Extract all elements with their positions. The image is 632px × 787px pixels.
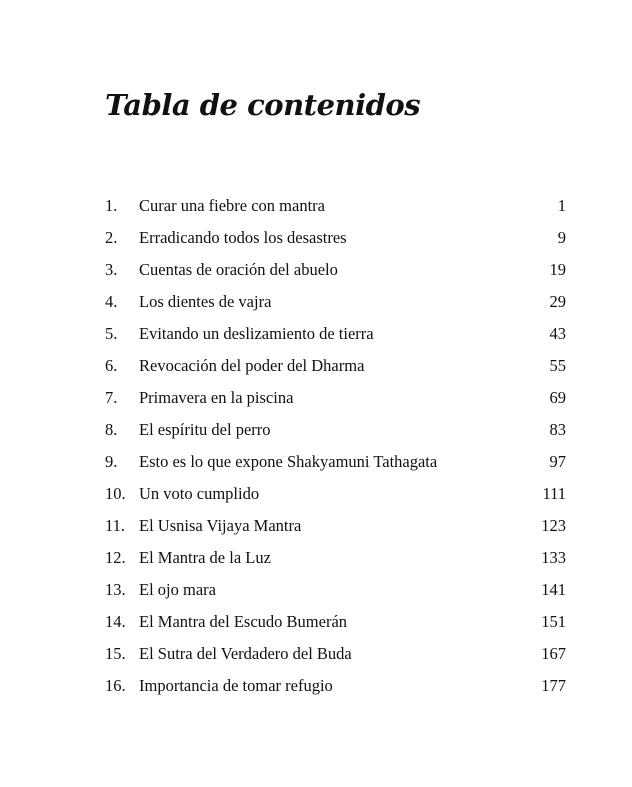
toc-entry-page: 83 [549,420,566,439]
toc-entry-6 [105,356,566,388]
toc-entry-title: Cuentas de oración del abuelo [139,260,338,279]
toc-entry-number: 16. [105,676,126,695]
toc-entry-5 [105,324,566,356]
toc-entry-page: 43 [549,324,566,343]
toc-entry-title: El Mantra del Escudo Bumerán [139,612,348,631]
toc-entry-2 [105,228,566,260]
toc-entry-title: El Usnisa Vijaya Mantra [139,516,302,535]
toc-entry-title: Primavera en la piscina [139,388,294,407]
toc-entry-title: Importancia de tomar refugio [139,676,333,695]
toc-entry-title: Esto es lo que expone Shakyamuni Tathagata [139,452,438,471]
toc-entry-12 [105,548,566,580]
toc-entry-page: 167 [541,644,566,663]
toc-entry-page: 55 [549,356,566,375]
toc-entry-title: Erradicando todos los desastres [139,228,347,247]
toc-entry-page: 111 [542,484,566,503]
toc-entry-page: 133 [541,548,566,567]
toc-entry-title: Los dientes de vajra [139,292,272,311]
table-of-contents [105,196,566,708]
toc-entry-number: 2. [105,228,118,247]
toc-entry-title: Curar una fiebre con mantra [139,196,325,215]
toc-entry-number: 1. [105,196,118,215]
toc-entry-number: 15. [105,644,126,663]
toc-entry-number: 5. [105,324,118,343]
toc-entry-number: 11. [105,516,126,535]
toc-entry-number: 10. [105,484,126,503]
toc-entry-number: 3. [105,260,118,279]
toc-entry-4 [105,292,566,324]
toc-entry-title: El espíritu del perro [139,420,271,439]
toc-entry-number: 13. [105,580,126,599]
toc-entry-number: 9. [105,452,118,471]
toc-entry-title: Evitando un deslizamiento de tierra [139,324,374,343]
toc-entry-13 [105,580,566,612]
toc-entry-title: El ojo mara [139,580,216,599]
toc-entry-page: 141 [541,580,566,599]
toc-entry-11 [105,516,566,548]
toc-entry-14 [105,612,566,644]
toc-entry-9 [105,452,566,484]
toc-entry-3 [105,260,566,292]
toc-entry-page: 29 [549,292,566,311]
toc-entry-title: El Sutra del Verdadero del Buda [139,644,352,663]
toc-entry-page: 97 [549,452,566,471]
toc-entry-page: 69 [549,388,566,407]
toc-entry-10 [105,484,566,516]
toc-entry-7 [105,388,566,420]
toc-entry-number: 8. [105,420,118,439]
toc-entry-title: Un voto cumplido [139,484,260,503]
toc-entry-15 [105,644,566,676]
toc-entry-title: El Mantra de la Luz [139,548,271,567]
toc-entry-page: 123 [541,516,566,535]
toc-entry-page: 9 [557,228,566,247]
toc-entry-number: 14. [105,612,126,631]
toc-entry-page: 1 [557,196,566,215]
toc-entry-number: 4. [105,292,118,311]
toc-entry-title: Revocación del poder del Dharma [139,356,365,375]
page-title: Tabla de contenidos [105,88,421,122]
toc-entry-page: 151 [541,612,566,631]
toc-entry-number: 6. [105,356,118,375]
toc-entry-number: 7. [105,388,118,407]
toc-entry-page: 177 [541,676,566,695]
toc-entry-16 [105,676,566,708]
toc-entry-1 [105,196,566,228]
toc-entry-8 [105,420,566,452]
toc-entry-number: 12. [105,548,126,567]
toc-entry-page: 19 [549,260,566,279]
